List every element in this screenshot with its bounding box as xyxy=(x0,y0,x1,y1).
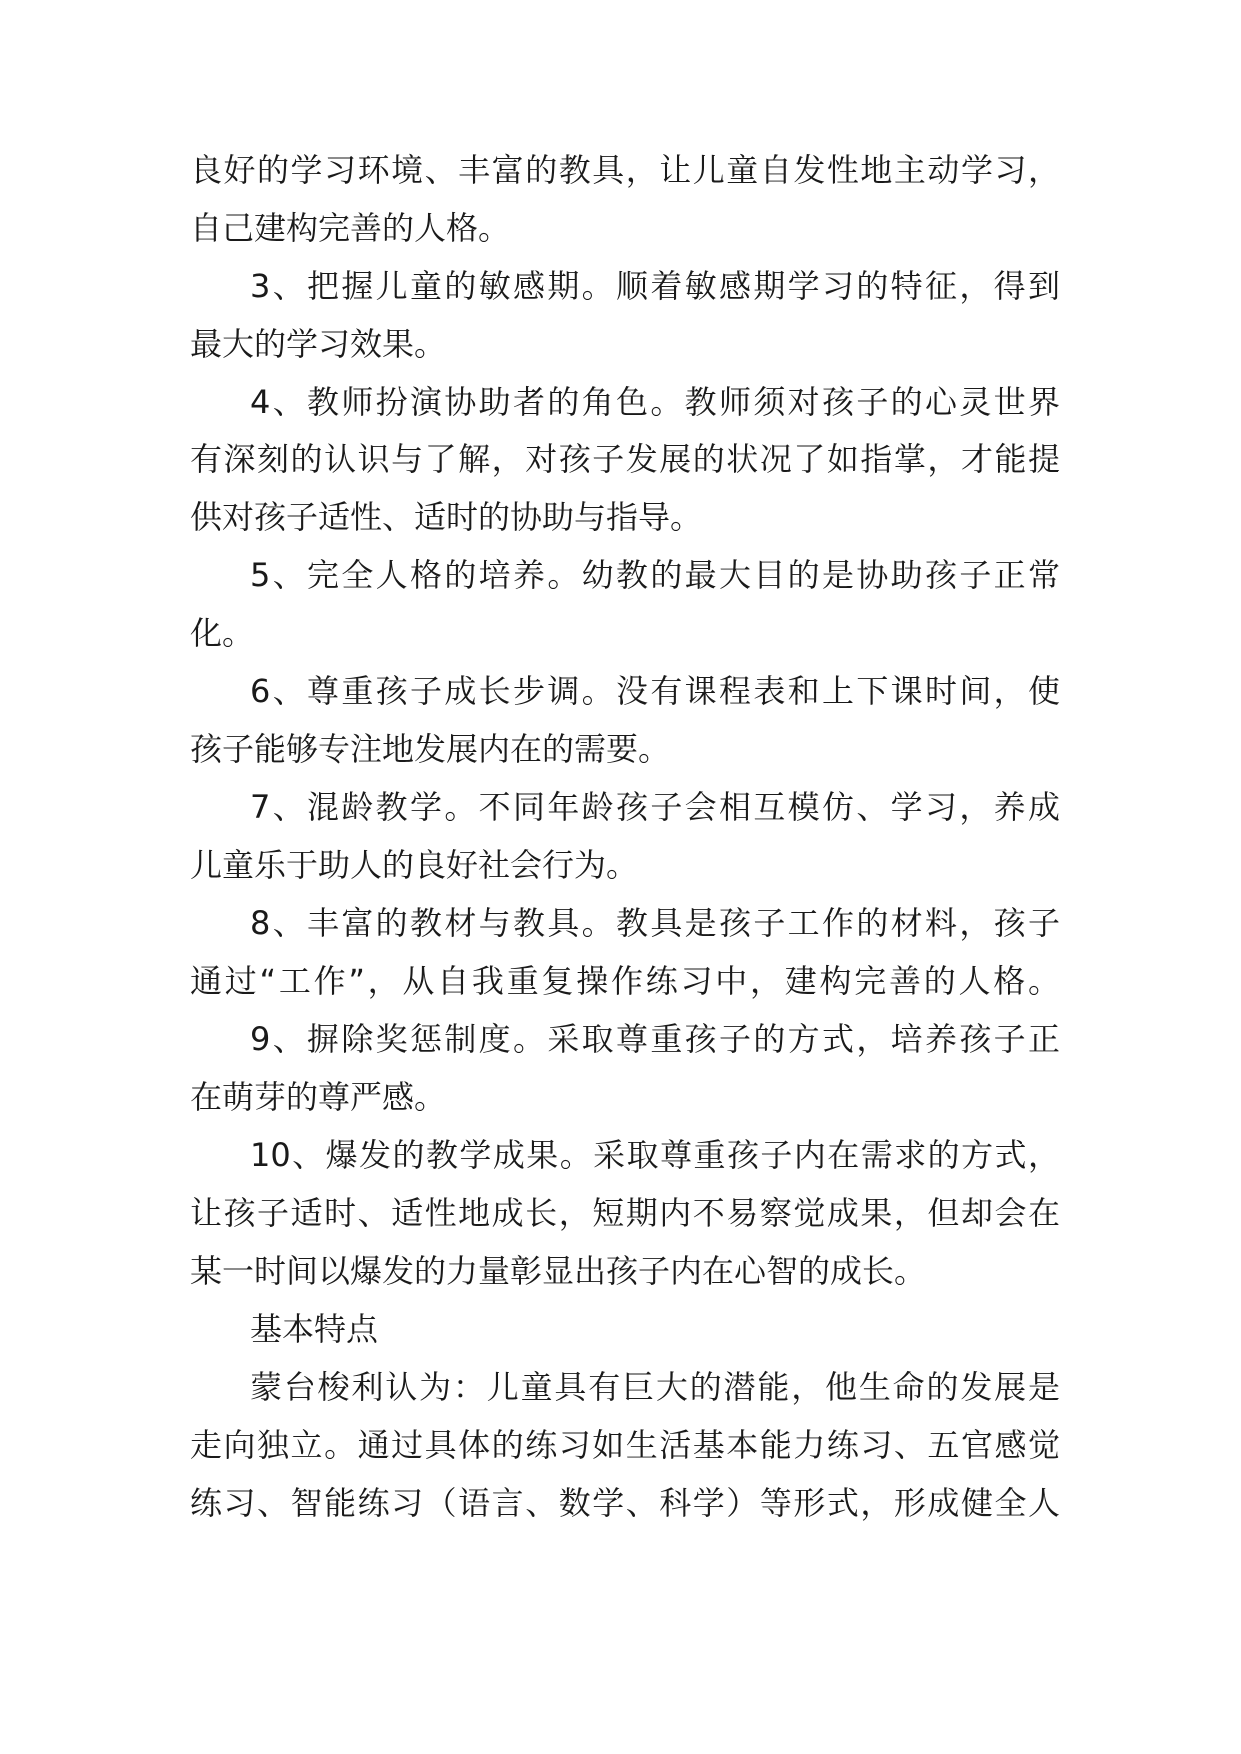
text-line: 化。 xyxy=(190,614,255,652)
paragraph-item-8: 8、丰富的教材与教具。教具是孩子工作的材料，孩子 xyxy=(250,904,1060,942)
section-heading: 基本特点 xyxy=(250,1310,379,1348)
paragraph-item-3: 3、把握儿童的敏感期。顺着敏感期学习的特征，得到 xyxy=(250,267,1060,305)
text-line: 在萌芽的尊严感。 xyxy=(190,1078,447,1116)
text-line: 练习、智能练习（语言、数学、科学）等形式，形成健全人 xyxy=(190,1484,1060,1522)
text-line: 走向独立。通过具体的练习如生活基本能力练习、五官感觉 xyxy=(190,1426,1060,1464)
text-line: 自己建构完善的人格。 xyxy=(190,209,511,247)
paragraph-item-5: 5、完全人格的培养。幼教的最大目的是协助孩子正常 xyxy=(250,556,1060,594)
text-line: 有深刻的认识与了解，对孩子发展的状况了如指掌，才能提 xyxy=(190,440,1060,478)
paragraph-item-7: 7、混龄教学。不同年龄孩子会相互模仿、学习，养成 xyxy=(250,788,1060,826)
text-line: 良好的学习环境、丰富的教具，让儿童自发性地主动学习， xyxy=(190,151,1060,189)
paragraph-basic-features: 蒙台梭利认为：儿童具有巨大的潜能，他生命的发展是 xyxy=(250,1368,1060,1406)
paragraph-item-4: 4、教师扮演协助者的角色。教师须对孩子的心灵世界 xyxy=(250,383,1060,421)
paragraph-item-9: 9、摒除奖惩制度。采取尊重孩子的方式，培养孩子正 xyxy=(250,1020,1060,1058)
text-line: 通过“工作”，从自我重复操作练习中，建构完善的人格。 xyxy=(190,962,1060,1000)
text-line: 儿童乐于助人的良好社会行为。 xyxy=(190,846,639,884)
text-line: 供对孩子适性、适时的协助与指导。 xyxy=(190,498,703,536)
text-line: 最大的学习效果。 xyxy=(190,325,447,363)
text-line: 孩子能够专注地发展内在的需要。 xyxy=(190,730,671,768)
paragraph-item-10: 10、爆发的教学成果。采取尊重孩子内在需求的方式， xyxy=(250,1136,1060,1174)
text-line: 让孩子适时、适性地成长，短期内不易察觉成果，但却会在 xyxy=(190,1194,1060,1232)
paragraph-item-6: 6、尊重孩子成长步调。没有课程表和上下课时间，使 xyxy=(250,672,1060,710)
text-line: 某一时间以爆发的力量彰显出孩子内在心智的成长。 xyxy=(190,1252,927,1290)
